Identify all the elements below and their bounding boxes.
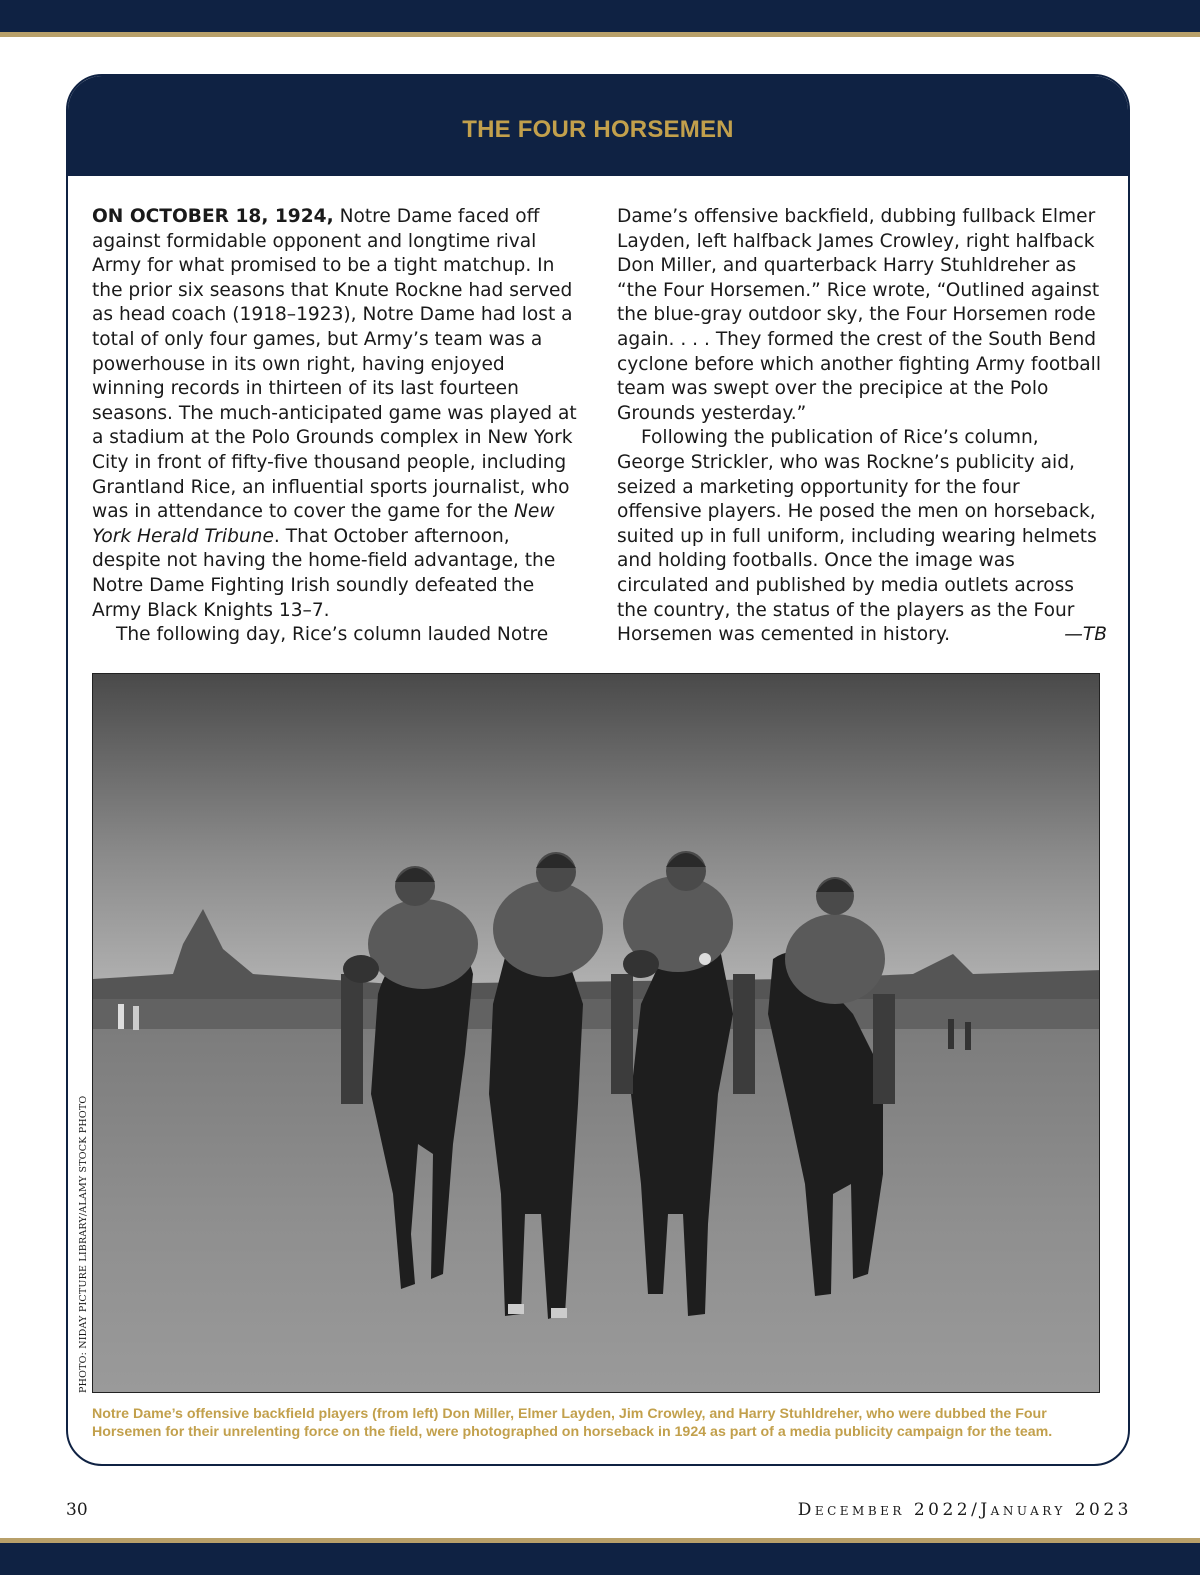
author-signature: —TB (1064, 624, 1107, 646)
four-horsemen-photo (92, 673, 1100, 1393)
paragraph-3-text: Following the publication of Rice’s column, George Strickler, who was Rockne’s publicity aid, seized a marketing opportunity for the four offensive players. He posed the men on horseback, suited up in full uniform, including wearing helmets and holding footballs. Once the image was circulated and published by media outlets across the country, the status of the players as the Four Horsemen was cemented in history. (617, 427, 1097, 646)
paragraph-1 (92, 205, 578, 623)
article-column-right (617, 205, 1107, 648)
sidebar-title: THE FOUR HORSEMEN (462, 116, 734, 143)
photo-illustration (93, 674, 1100, 1393)
paragraph-2-start: The following day, Rice’s column lauded Notre (116, 624, 549, 646)
paragraph-3 (617, 426, 1107, 647)
header-gold-rule (0, 32, 1200, 37)
paragraph-1-text-a: Notre Dame faced off against formidable opponent and longtime rival Army for what promised to be a tight matchup. In the prior six seasons that Knute Rockne had served as head coach (1918–1923), Notre Dame had lost a total of only four games, but Army’s team was a powerhouse in its own right, having enjoyed winning records in thirteen of its last fourteen seasons. The much-anticipated game was played at a stadium at the Polo Grounds complex in New York City in front of fifty-five thousand people, including Grantland Rice, an influential sports journalist, who was in attendance to cover the game for the (92, 206, 577, 523)
paragraph-2-continued: Dame’s offensive backfield, dubbing fullback Elmer Layden, left halfback James Crowley, right halfback Don Miller, and quarterback Harry Stuhldreher as “the Four Horsemen.” Rice wrote, “Outlined against the blue-gray outdoor sky, the Four Horsemen rode again. . . . They formed the crest of the South Bend cyclone before which another fighting Army football team was swept over the precipice at the Polo Grounds yesterday.” (617, 206, 1102, 424)
sidebar-box-header (68, 76, 1128, 176)
page-number: 30 (66, 1500, 88, 1520)
lead-in: ON OCTOBER 18, 1924, (92, 206, 334, 227)
publication-title: New York Herald Tribune (92, 501, 555, 547)
article-column-left (92, 205, 578, 648)
issue-date: December 2022/January 2023 (797, 1500, 1132, 1520)
photo-caption: Notre Dame’s offensive backfield players (from left) Don Miller, Elmer Layden, Jim Crowley, and Harry Stuhldreher, who were dubbed the Four Horsemen for their unrelenting force on the field, were photographed on horseback in 1924 as part of a media publicity campaign for the team. (92, 1406, 1053, 1440)
paragraph-1-text-b: . That October afternoon, despite not having the home-field advantage, the Notre Dame Fighting Irish soundly defeated the Army Black Knights 13–7. (92, 525, 556, 621)
footer-band (0, 1543, 1200, 1575)
header-band (0, 0, 1200, 32)
photo-credit: PHOTO: NIDAY PICTURE LIBRARY/ALAMY STOCK PHOTO (78, 1095, 89, 1393)
